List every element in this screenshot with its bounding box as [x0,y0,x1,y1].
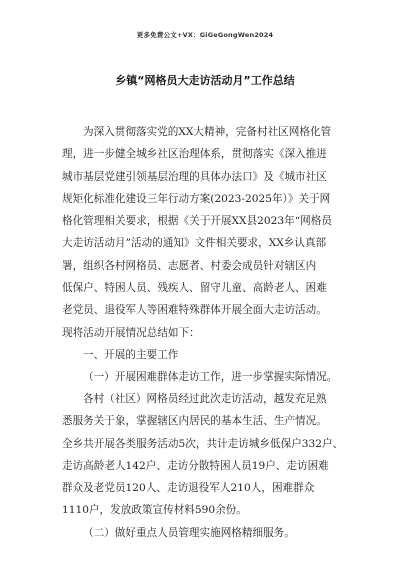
text-line: 1110户，发放政策宣传材料590余份。 [62,504,247,517]
section-heading [62,344,352,366]
text-line: 理，进一步健全城乡社区治理体系，贯彻落实《深入推进 [62,148,327,161]
paragraph-intro [62,121,352,344]
text-line: 低保户、特困人员、残疾人、留守儿童、高龄老人、困难 [62,282,327,295]
text-line: 各村（社区）网格员经过此次走访活动，越发充足熟 [83,393,327,405]
document-title: 乡镇“网格员大走访活动月”工作总结 [115,74,295,87]
header-note: 更多免费公文+VX：GiGeGongWen2024 [136,31,274,39]
text-line: 悉服务关于象，掌握辖区内居民的基本生活、生产情况。 [62,415,327,428]
text-line: 为深入贯彻落实党的XX大精神，完备村社区网格化管 [83,126,332,138]
text-line: 全乡共开展各类服务活动5次，共计走访城乡低保户332户、 [62,437,344,450]
text-line: 老党员、退役军人等困难特殊群体开展全面大走访活动。 [62,304,327,317]
text-line: 现将活动开展情况总结如下： [62,326,200,339]
subsection-heading-1 [62,366,352,388]
text-line: 城市基层党建引领基层治理的具体办法口》及《城市社区 [62,170,327,183]
text-line: 大走访活动月”活动的通知》文件相关要求，XX乡认真部 [62,237,327,250]
subsection-heading-text: （一）开展困难群体走访工作，进一步掌握实际情况。 [83,371,338,383]
text-line: 格化管理相关要求，根据《关于开展XX县2023年“网格员 [62,215,332,228]
text-line: 署，组织各村网格员、志愿者、村委会成员针对辖区内 [62,259,317,272]
subsection-heading-text: （二）做好重点人员管理实施网格精细服务。 [83,527,295,539]
text-line: 群众及老党员120人、走访退役军人210人，困难群众 [62,482,315,495]
paragraph-visits [62,388,352,522]
text-line: 走访高龄老人142户、走访分散特困人员19户、走访困难 [62,459,329,472]
section-heading-text: 一、开展的主要工作 [83,349,179,361]
text-line: 规矩化标准化建设三年行动方案(2023-2025年）》关于网 [62,192,331,205]
subsection-heading-2 [62,522,352,544]
